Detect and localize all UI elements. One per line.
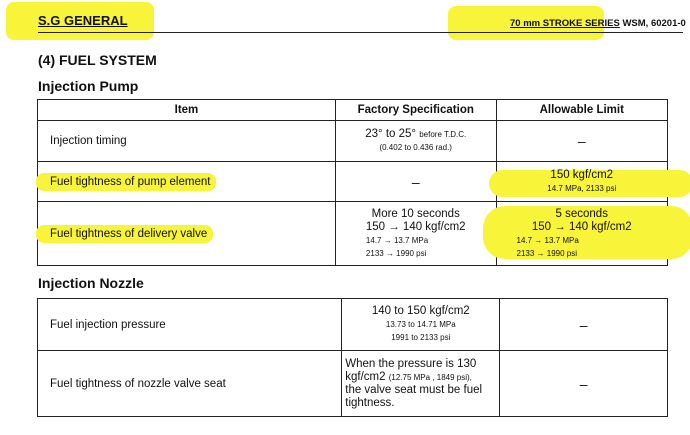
injection-nozzle-table [37,298,668,417]
injection-pump-title: Injection Pump [38,78,139,94]
row-item [38,202,336,266]
row-item-highlighted: Fuel tightness of pump element [36,173,216,191]
row-item: Fuel tightness of nozzle valve seat [38,351,342,417]
spec-line-2b: (12.75 MPa , 1849 psi), [388,372,472,382]
spec-sub: (0.402 to 0.436 rad.) [379,143,452,152]
limit-main: 150 kgf/cm2 [550,168,614,181]
table-row [38,202,668,266]
row-spec [342,299,500,351]
header-rule [38,32,683,33]
spec-line-3: 1991 to 2133 psi [391,333,451,342]
table-row [38,162,668,202]
spec-main: 23° to 25° [365,128,416,140]
row-spec [335,121,496,162]
header-code: WSM, 60201-0 [622,18,686,29]
table-row [38,351,668,417]
spec-line-1: More 10 seconds [371,207,460,220]
header-series: 70 mm STROKE SERIES [510,18,620,29]
spec-line-4: 2133 → 1990 psi [365,248,427,258]
row-spec [335,202,496,266]
spec-line-2: 13.73 to 14.71 MPa [385,320,456,329]
limit-line-2: 150 → 140 kgf/cm2 [531,220,632,233]
spec-line-3: the valve seat must be fuel [345,383,483,396]
table-header-row [38,100,668,121]
row-limit [496,162,667,202]
spec-line-2a: kgf/cm2 [345,370,386,383]
header-right-label [510,18,686,29]
section-title: (4) FUEL SYSTEM [38,52,157,68]
limit-line-1: 5 seconds [555,207,608,220]
spec-line-1: 140 to 150 kgf/cm2 [371,305,470,317]
column-header-item: Item [38,100,336,121]
limit-sub: 14.7 MPa, 2133 psi [547,183,617,193]
injection-pump-table [37,99,668,266]
spec-line-4: tightness. [345,396,395,409]
injection-nozzle-title: Injection Nozzle [38,275,144,291]
spec-line-1: When the pressure is 130 [345,357,477,370]
limit-line-4: 2133 → 1990 psi [516,248,578,258]
row-limit: – [496,121,667,162]
row-item: Injection timing [38,121,336,162]
spec-suffix: before T.D.C. [419,130,467,139]
row-item: Fuel injection pressure [38,299,342,351]
table-row [38,299,668,351]
header-left-label: S.G GENERAL [38,13,128,28]
row-limit [496,202,667,266]
table-row [38,121,668,162]
spec-line-2: 150 → 140 kgf/cm2 [365,220,466,233]
column-header-limit: Allowable Limit [496,100,667,121]
limit-line-3: 14.7 → 13.7 MPa [516,235,579,245]
row-limit: – [500,351,668,417]
row-spec [342,351,500,417]
row-limit: – [500,299,668,351]
column-header-spec: Factory Specification [335,100,496,121]
spec-line-3: 14.7 → 13.7 MPa [365,235,429,245]
row-item-highlighted: Fuel tightness of delivery valve [36,225,213,243]
row-item [38,162,336,202]
row-spec: – [335,162,496,202]
